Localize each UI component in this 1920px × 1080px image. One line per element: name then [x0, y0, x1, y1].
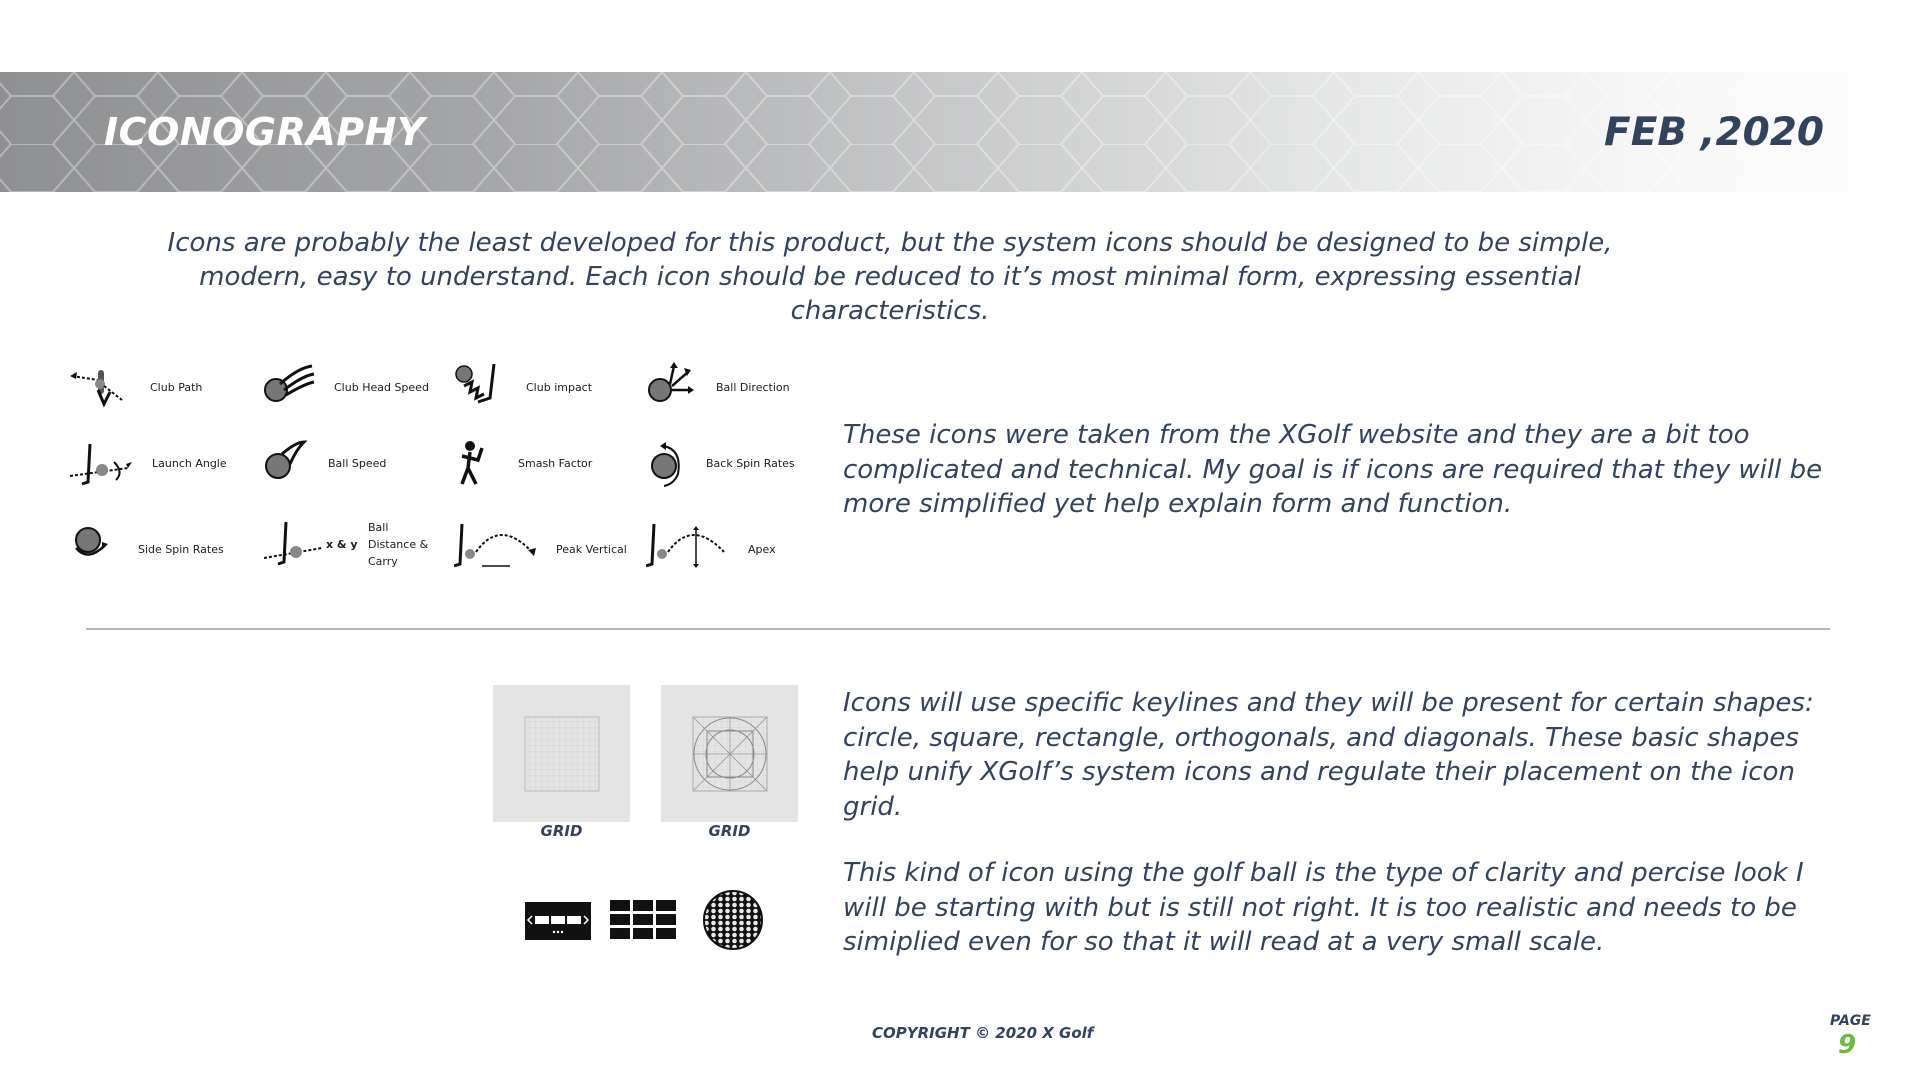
peak-vertical-icon — [454, 516, 544, 572]
icon-item-club-impact — [454, 362, 604, 422]
icon-item-ball-speed — [262, 438, 412, 498]
apex-icon — [646, 516, 736, 572]
keyline-grid-icon — [661, 685, 798, 822]
page-date: FEB ,2020 — [1604, 110, 1824, 155]
icon-label: Side Spin Rates — [138, 543, 224, 556]
ball-speed-icon — [262, 438, 322, 488]
grid-view-icon — [610, 900, 676, 940]
keylines-paragraph: Icons will use specific keylines and they will be present for certain shapes: circle, square, rectangle, orthogonals, and diagonals. These basic shapes help unify XGolf’s system icons and regulate their placement on the icon grid. — [843, 688, 1814, 822]
icons-note-paragraph: These icons were taken from the XGolf website and they are a bit too complicated and technical. My goal is if icons are required that they will be more simplified yet help explain form and function. — [843, 420, 1823, 519]
ball-direction-icon — [646, 362, 706, 412]
golf-ball-paragraph: This kind of icon using the golf ball is the type of clarity and percise look I will be starting with but is still not right. It is too realistic and needs to be simiplied even for so that it will read at a very small scale. — [843, 858, 1804, 957]
intro-text: Icons are probably the least developed for this product, but the system icons should be designed to be simple, modern, easy to understand. Each icon should be reduced to it’s most minimal form, expressing essential characteristics. — [167, 228, 1613, 326]
icon-label: Club Head Speed — [334, 381, 429, 394]
club-impact-icon — [454, 362, 514, 412]
icon-label: Ball Direction — [716, 381, 790, 394]
page-title: ICONOGRAPHY — [104, 110, 425, 154]
icon-label: Back Spin Rates — [706, 457, 795, 470]
icon-label: Club Path — [150, 381, 203, 394]
launch-angle-icon — [68, 438, 138, 488]
smash-factor-icon — [454, 438, 514, 488]
icon-item-club-path — [68, 362, 218, 422]
page-label: PAGE — [1830, 1013, 1871, 1029]
back-spin-rates-icon — [646, 438, 706, 488]
golf-ball-icon — [703, 890, 763, 950]
icon-item-back-spin-rates — [646, 438, 806, 498]
icon-label: Peak Vertical — [556, 543, 627, 556]
icon-item-side-spin-rates — [68, 516, 238, 576]
copyright-text: COPYRIGHT © 2020 X Golf — [872, 1024, 1094, 1042]
icon-label: Apex — [748, 543, 776, 556]
grid-caption: GRID — [708, 822, 751, 840]
ball-distance-carry-icon — [262, 516, 332, 572]
icon-item-launch-angle — [68, 438, 238, 498]
icon-extra-label: x & y — [326, 538, 358, 551]
icon-item-smash-factor — [454, 438, 604, 498]
page-number: 9 — [1838, 1030, 1857, 1060]
icon-label: Ball Distance & Carry — [368, 521, 429, 568]
square-grid-diagram — [493, 685, 630, 822]
club-head-speed-icon — [262, 362, 322, 412]
icon-item-apex — [646, 516, 796, 576]
icon-item-ball-distance-carry — [262, 516, 442, 576]
icon-label: Ball Speed — [328, 457, 387, 470]
icon-item-ball-direction — [646, 362, 796, 422]
club-path-icon — [68, 362, 128, 412]
icon-label: Launch Angle — [152, 457, 227, 470]
header-banner — [0, 72, 1920, 192]
side-spin-rates-icon — [68, 516, 128, 566]
icon-item-club-head-speed — [262, 362, 432, 422]
icon-item-peak-vertical — [454, 516, 627, 576]
icon-label: Smash Factor — [518, 457, 593, 470]
carousel-icon — [525, 902, 591, 940]
square-grid-icon — [493, 685, 630, 822]
keyline-grid-diagram — [661, 685, 798, 822]
section-divider — [86, 628, 1830, 630]
icon-label: Club impact — [526, 381, 593, 394]
grid-caption: GRID — [540, 822, 583, 840]
